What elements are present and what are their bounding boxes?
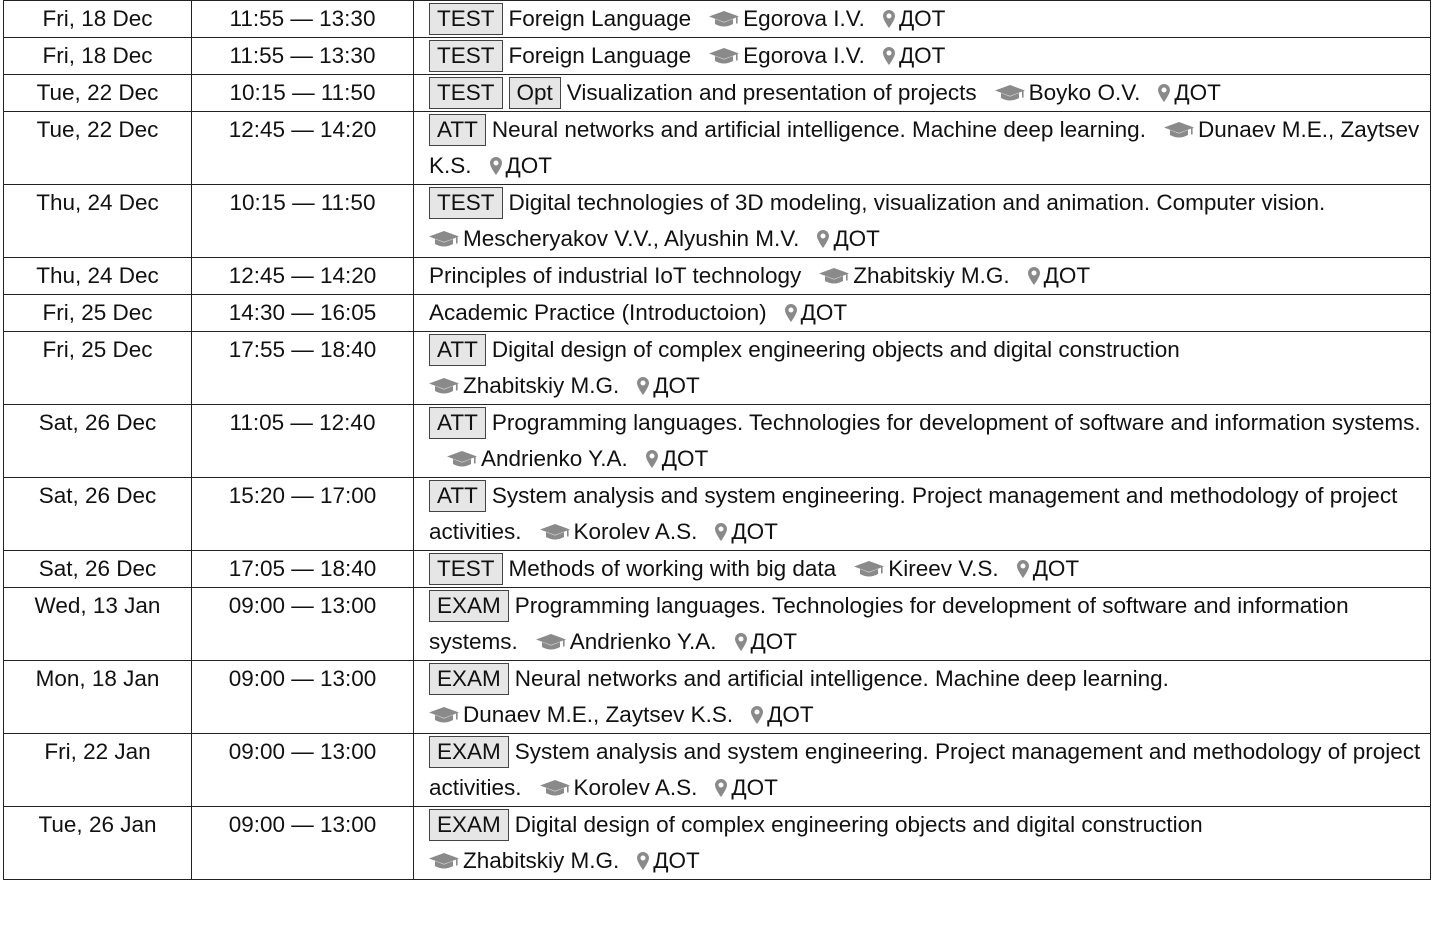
subject-name: Foreign Language (508, 43, 692, 68)
time-cell: 09:00 — 13:00 (192, 807, 414, 880)
time-cell: 15:20 — 17:00 (192, 478, 414, 551)
time-cell: 17:05 — 18:40 (192, 551, 414, 588)
lesson-type-badge: EXAM (429, 736, 509, 768)
time-cell: 11:55 — 13:30 (192, 1, 414, 38)
description-cell (414, 588, 1431, 661)
schedule-row (4, 734, 1431, 807)
map-marker-icon (817, 230, 829, 248)
subject-name: Visualization and presentation of projects (566, 80, 977, 105)
schedule-row (4, 112, 1431, 185)
map-marker-icon (715, 779, 727, 797)
date-cell: Fri, 18 Dec (4, 1, 192, 38)
teacher-location-line (429, 368, 1424, 404)
time-cell: 09:00 — 13:00 (192, 661, 414, 734)
graduation-cap-icon (1164, 122, 1194, 138)
description-cell (414, 295, 1431, 332)
date-cell: Thu, 24 Dec (4, 185, 192, 258)
description-cell (414, 478, 1431, 551)
lesson-type-badge: ATT (429, 480, 486, 512)
graduation-cap-icon (819, 268, 849, 284)
map-marker-icon (883, 47, 895, 65)
date-cell: Fri, 25 Dec (4, 332, 192, 405)
date-cell: Wed, 13 Jan (4, 588, 192, 661)
subject-name: Methods of working with big data (508, 556, 837, 581)
time-cell: 11:55 — 13:30 (192, 38, 414, 75)
graduation-cap-icon (429, 378, 459, 394)
map-marker-icon (735, 633, 747, 651)
teacher-name: Korolev A.S. (573, 519, 698, 544)
graduation-cap-icon (447, 451, 477, 467)
lesson-type-badge: EXAM (429, 663, 509, 695)
location-name: ДОТ (800, 300, 848, 325)
location-name: ДОТ (1174, 80, 1221, 105)
description-cell (414, 734, 1431, 807)
teacher-name: Andrienko Y.A. (481, 446, 628, 471)
lesson-type-badge: TEST (429, 77, 503, 109)
teacher-location-line (429, 843, 1424, 879)
location-name: ДОТ (731, 519, 778, 544)
map-marker-icon (785, 304, 797, 322)
map-marker-icon (490, 157, 502, 175)
location-name: ДОТ (505, 153, 553, 178)
description-cell (414, 332, 1431, 405)
schedule-row (4, 661, 1431, 734)
subject-name: Academic Practice (Introductoion) (429, 300, 767, 325)
teacher-location-line (429, 697, 1424, 733)
graduation-cap-icon (709, 11, 739, 27)
subject-name: System analysis and system engineering. Project management and methodology of project activities. (429, 739, 1421, 800)
teacher-name: Korolev A.S. (573, 775, 698, 800)
teacher-name: Kireev V.S. (888, 556, 999, 581)
graduation-cap-icon (540, 524, 570, 540)
schedule-row (4, 588, 1431, 661)
subject-name: Digital technologies of 3D modeling, visualization and animation. Computer vision. (508, 190, 1326, 215)
schedule-body (4, 1, 1431, 880)
time-cell: 12:45 — 14:20 (192, 258, 414, 295)
subject-name: Digital design of complex engineering objects and digital construction (514, 812, 1203, 837)
date-cell: Tue, 26 Jan (4, 807, 192, 880)
lesson-type-badge: TEST (429, 187, 503, 219)
time-cell: 10:15 — 11:50 (192, 75, 414, 112)
time-cell: 10:15 — 11:50 (192, 185, 414, 258)
teacher-name: Zhabitskiy M.G. (463, 373, 620, 398)
time-cell: 14:30 — 16:05 (192, 295, 414, 332)
schedule-row (4, 258, 1431, 295)
location-name: ДОТ (898, 43, 946, 68)
map-marker-icon (1028, 267, 1040, 285)
lesson-type-badge: EXAM (429, 590, 509, 622)
teacher-location-line (429, 221, 1424, 257)
time-cell: 17:55 — 18:40 (192, 332, 414, 405)
map-marker-icon (1158, 84, 1170, 102)
description-cell (414, 807, 1431, 880)
lesson-type-badge: ATT (429, 334, 486, 366)
schedule-row (4, 551, 1431, 588)
description-cell (414, 1, 1431, 38)
graduation-cap-icon (536, 634, 566, 650)
teacher-name: Mescheryakov V.V., Alyushin M.V. (463, 226, 800, 251)
subject-name: Principles of industrial IoT technology (429, 263, 802, 288)
description-cell (414, 661, 1431, 734)
schedule-row (4, 295, 1431, 332)
map-marker-icon (1017, 560, 1029, 578)
time-cell: 09:00 — 13:00 (192, 734, 414, 807)
location-name: ДОТ (750, 629, 798, 654)
lesson-type-badge: TEST (429, 553, 503, 585)
subject-name: Foreign Language (508, 6, 692, 31)
date-cell: Fri, 22 Jan (4, 734, 192, 807)
time-cell: 11:05 — 12:40 (192, 405, 414, 478)
schedule-row (4, 478, 1431, 551)
time-cell: 09:00 — 13:00 (192, 588, 414, 661)
lesson-type-badge: EXAM (429, 809, 509, 841)
teacher-name: Andrienko Y.A. (569, 629, 717, 654)
teacher-name: Boyko O.V. (1028, 80, 1141, 105)
description-cell (414, 185, 1431, 258)
location-name: ДОТ (1032, 556, 1080, 581)
description-cell (414, 75, 1431, 112)
date-cell: Tue, 22 Dec (4, 112, 192, 185)
date-cell: Sat, 26 Dec (4, 405, 192, 478)
location-name: ДОТ (1043, 263, 1091, 288)
date-cell: Tue, 22 Dec (4, 75, 192, 112)
description-cell (414, 258, 1431, 295)
lesson-type-badge: ATT (429, 407, 486, 439)
map-marker-icon (715, 523, 727, 541)
teacher-name: Zhabitskiy M.G. (853, 263, 1010, 288)
graduation-cap-icon (995, 85, 1025, 101)
subject-name: Neural networks and artificial intelligence. Machine deep learning. (514, 666, 1169, 691)
description-cell (414, 405, 1431, 478)
subject-name: Neural networks and artificial intelligence. Machine deep learning. (491, 117, 1146, 142)
time-cell: 12:45 — 14:20 (192, 112, 414, 185)
schedule-row (4, 807, 1431, 880)
location-name: ДОТ (833, 226, 880, 251)
subject-name: Programming languages. Technologies for development of software and information systems. (429, 593, 1349, 654)
schedule-row (4, 75, 1431, 112)
schedule-table (3, 0, 1431, 880)
date-cell: Sat, 26 Dec (4, 478, 192, 551)
lesson-type-badge: TEST (429, 40, 503, 72)
teacher-name: Egorova I.V. (743, 43, 865, 68)
teacher-name: Zhabitskiy M.G. (463, 848, 620, 873)
subject-name: System analysis and system engineering. Project management and methodology of project activities. (429, 483, 1398, 544)
schedule-row (4, 1, 1431, 38)
subject-name: Digital design of complex engineering objects and digital construction (491, 337, 1180, 362)
date-cell: Thu, 24 Dec (4, 258, 192, 295)
date-cell: Fri, 18 Dec (4, 38, 192, 75)
location-name: ДОТ (661, 446, 709, 471)
map-marker-icon (751, 706, 763, 724)
location-name: ДОТ (653, 848, 700, 873)
teacher-name: Egorova I.V. (743, 6, 865, 31)
date-cell: Sat, 26 Dec (4, 551, 192, 588)
map-marker-icon (637, 377, 649, 395)
graduation-cap-icon (709, 48, 739, 64)
teacher-name: Dunaev M.E., Zaytsev K.S. (429, 117, 1420, 178)
teacher-name: Dunaev M.E., Zaytsev K.S. (463, 702, 734, 727)
subject-name: Programming languages. Technologies for development of software and information systems. (491, 410, 1421, 435)
lesson-type-badge: TEST (429, 3, 503, 35)
date-cell: Mon, 18 Jan (4, 661, 192, 734)
schedule-row (4, 185, 1431, 258)
map-marker-icon (637, 852, 649, 870)
location-name: ДОТ (731, 775, 778, 800)
graduation-cap-icon (429, 707, 459, 723)
description-cell (414, 551, 1431, 588)
lesson-type-badge: Opt (509, 77, 561, 109)
graduation-cap-icon (854, 561, 884, 577)
location-name: ДОТ (767, 702, 814, 727)
description-cell (414, 38, 1431, 75)
schedule-row (4, 405, 1431, 478)
location-name: ДОТ (898, 6, 946, 31)
description-cell (414, 112, 1431, 185)
graduation-cap-icon (540, 780, 570, 796)
graduation-cap-icon (429, 231, 459, 247)
map-marker-icon (646, 450, 658, 468)
schedule-row (4, 332, 1431, 405)
date-cell: Fri, 25 Dec (4, 295, 192, 332)
location-name: ДОТ (653, 373, 700, 398)
map-marker-icon (883, 10, 895, 28)
lesson-type-badge: ATT (429, 114, 486, 146)
graduation-cap-icon (429, 853, 459, 869)
schedule-row (4, 38, 1431, 75)
